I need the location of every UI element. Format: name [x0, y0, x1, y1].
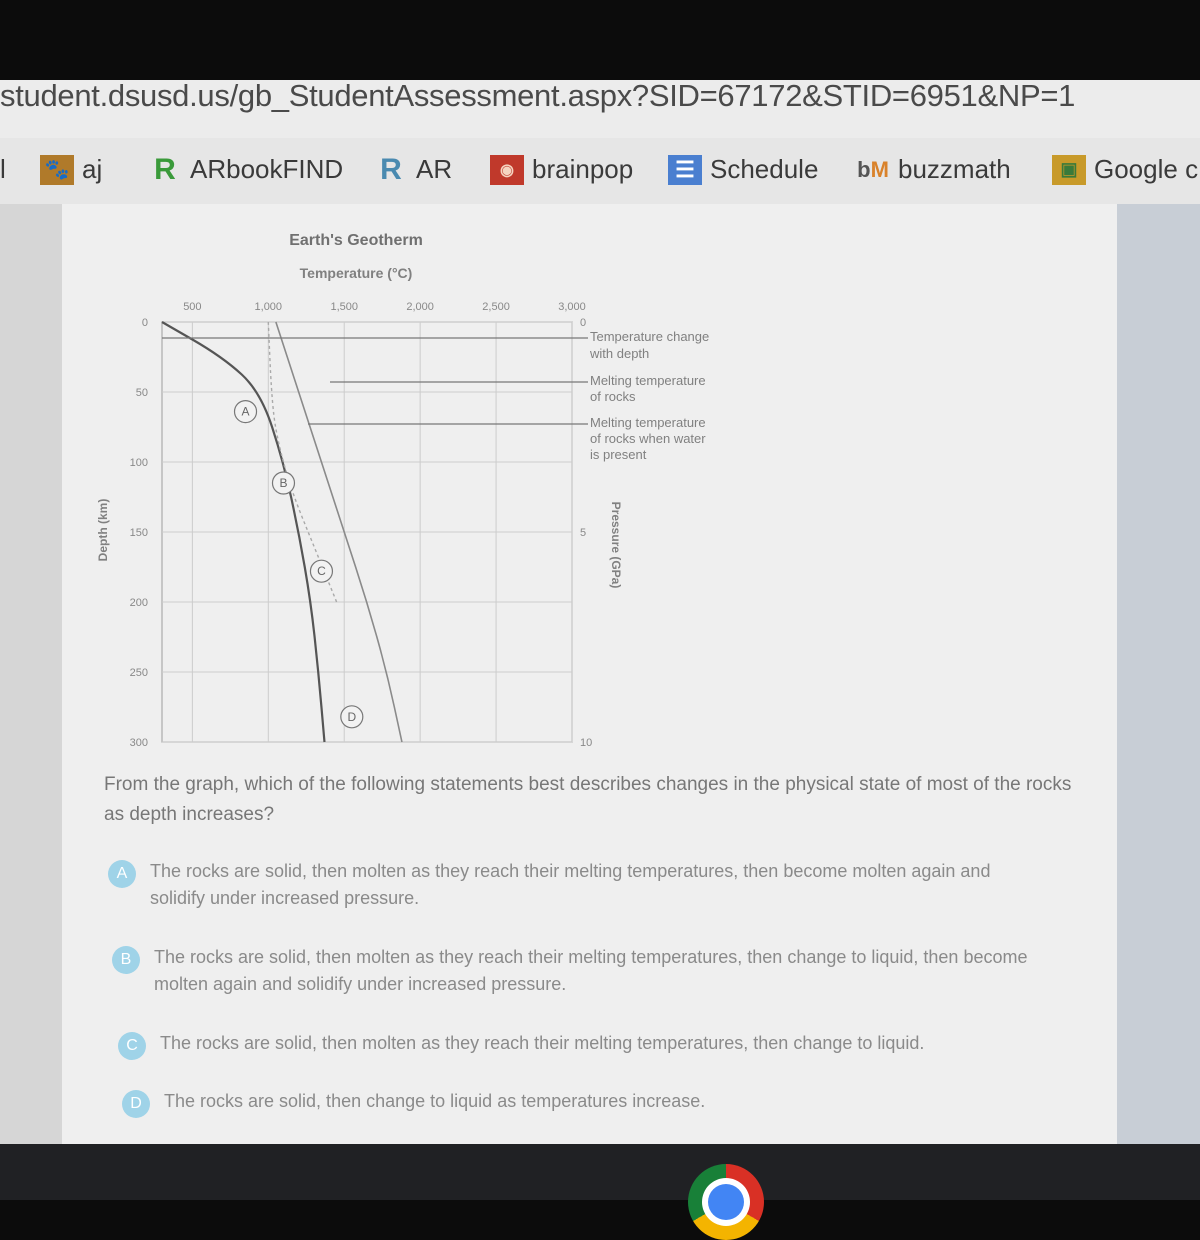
choice-text: The rocks are solid, then molten as they reach their melting temperatures, then change to liquid, then become molten again and solidify under increased pressure. [154, 947, 1028, 994]
chrome-icon[interactable] [688, 1164, 764, 1240]
y-tick-label: 100 [129, 457, 148, 469]
choice-letter: C [118, 1032, 146, 1060]
x-tick-label: 2,500 [482, 301, 510, 313]
answer-choice-a[interactable] [108, 858, 1028, 912]
legend-melting-water-1: Melting temperature [590, 415, 706, 430]
bookmark-label: buzzmath [898, 154, 1011, 184]
x-tick-label: 1,500 [330, 301, 358, 313]
choice-text: The rocks are solid, then molten as they reach their melting temperatures, then become molten again and solidify under increased pressure. [150, 861, 991, 908]
point-label-b [272, 472, 294, 494]
answer-choice-b[interactable] [112, 944, 1032, 998]
answer-choice-c[interactable] [118, 1030, 1038, 1060]
chart-ticks [130, 301, 593, 749]
point-letter: A [241, 404, 250, 419]
y2-tick-label: 10 [580, 737, 593, 749]
chart-grid [162, 322, 572, 742]
robot-icon: ◉ [490, 155, 524, 185]
bookmark-label: brainpop [532, 154, 634, 184]
answer-choice-d[interactable] [122, 1088, 1042, 1118]
taskbar [0, 1144, 1200, 1200]
y2-tick-label: 0 [580, 317, 587, 329]
y-tick-label: 300 [129, 737, 148, 749]
right-axis-label: Pressure (GPa) [609, 501, 623, 589]
x-tick-label: 500 [183, 301, 202, 313]
y-tick-label: 50 [135, 387, 148, 399]
legend-leaders [162, 338, 588, 424]
question-text: From the graph, which of the following statements best describes changes in the physical state of most of the rocks as depth increases? [104, 774, 1072, 825]
bm-logo-icon: b M [857, 156, 889, 182]
legend-temp-change-2: with depth [590, 346, 650, 361]
r-logo-icon: R [154, 152, 176, 186]
y2-tick-label: 5 [580, 527, 587, 539]
legend-melting-1: Melting temperature [590, 373, 706, 388]
r-logo-icon: R [380, 152, 402, 186]
chart-title: Earth's Geotherm [289, 232, 423, 249]
document-icon: ☰ [668, 155, 702, 185]
point-letter: D [347, 709, 357, 724]
point-label-d [341, 706, 363, 728]
y-tick-label: 250 [129, 667, 148, 679]
bookmark-label: aj [82, 154, 103, 184]
legend-melting-2: of rocks [590, 389, 636, 404]
classroom-icon: ▣ [1052, 155, 1086, 185]
choice-letter: D [122, 1090, 150, 1118]
paw-icon: 🐾 [40, 155, 74, 185]
point-letter: C [317, 564, 326, 579]
bookmark-label: l [0, 154, 6, 184]
y-tick-label: 150 [129, 527, 148, 539]
choice-letter: B [112, 946, 140, 974]
choice-letter: A [108, 860, 136, 888]
legend [589, 329, 709, 462]
bookmark-label: ARbookFIND [190, 154, 344, 184]
point-label-a [235, 401, 257, 423]
top-axis-label: Temperature (°C) [299, 265, 413, 281]
bookmark-label: Google c [1094, 154, 1199, 184]
point-letter: B [279, 476, 288, 490]
bookmark-label: AR [416, 154, 453, 184]
chart-points [235, 401, 363, 728]
x-tick-label: 3,000 [558, 301, 586, 313]
x-tick-label: 2,000 [406, 301, 434, 313]
x-tick-label: 1,000 [254, 301, 283, 313]
y-tick-label: 0 [141, 317, 148, 329]
y-tick-label: 200 [129, 597, 148, 609]
url-text[interactable]: student.dsusd.us/gb_StudentAssessment.aspx?SID=67172&STID=6951&NP=1 [0, 78, 1076, 113]
legend-melting-water-3: is present [590, 447, 647, 462]
point-label-c [310, 560, 332, 582]
left-axis-label: Depth (km) [96, 498, 110, 562]
legend-melting-water-2: of rocks when water [590, 431, 706, 446]
legend-temp-change-1: Temperature change [590, 329, 710, 344]
bookmark-label: Schedule [710, 154, 819, 184]
choice-text: The rocks are solid, then molten as they reach their melting temperatures, then change to liquid. [160, 1033, 925, 1053]
choice-text: The rocks are solid, then change to liquid as temperatures increase. [164, 1091, 706, 1111]
